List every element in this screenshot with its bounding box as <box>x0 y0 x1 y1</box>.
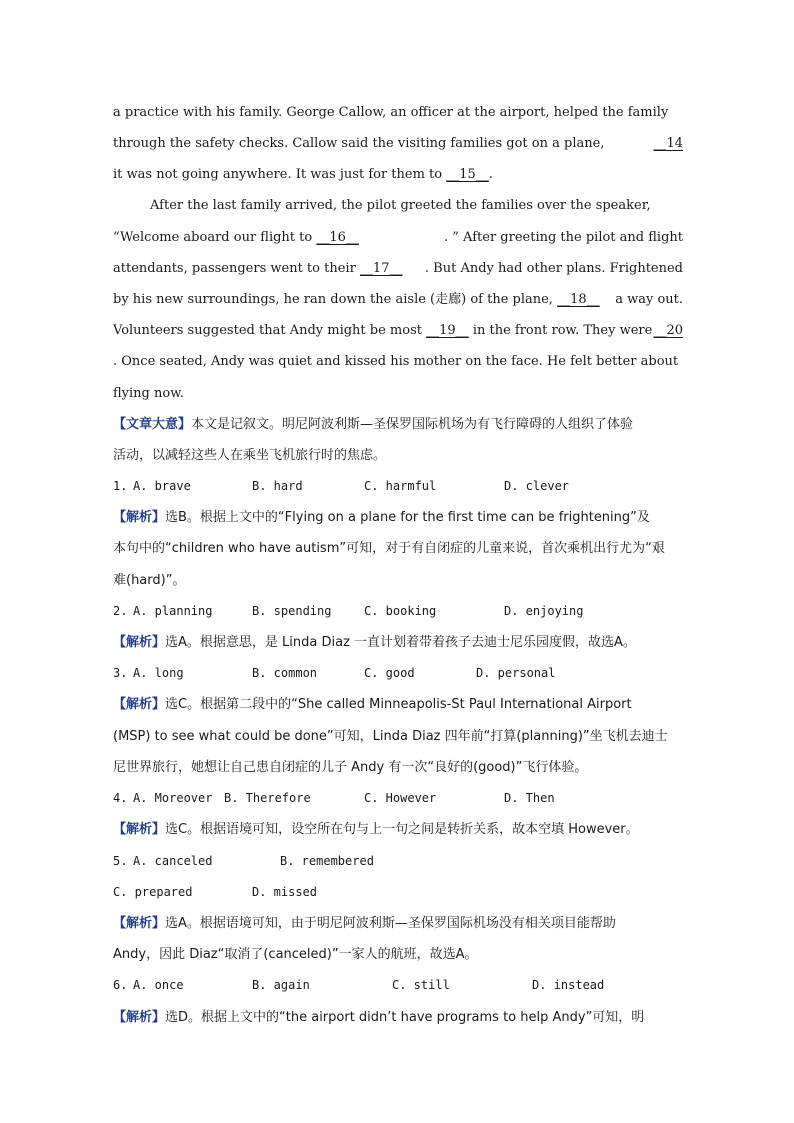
analysis-text: (MSP) to see what could be done”可知，Linda Diaz 四年前“打算(planning)”坐飞机去迪士 <box>113 729 668 744</box>
analysis-line <box>113 627 683 658</box>
passage-text: . ” After greeting the pilot and flight <box>444 230 683 245</box>
analysis-label: 【解析】 <box>113 1010 166 1025</box>
passage-text: a way out. <box>615 292 683 307</box>
option-d[interactable]: D. enjoying <box>504 604 584 618</box>
passage-text: flying now. <box>113 386 184 401</box>
passage-text: in the front row. They were <box>472 323 653 338</box>
passage-text: “Welcome aboard our flight to <box>113 230 313 245</box>
option-a[interactable]: A. planning <box>133 604 213 618</box>
passage-line <box>113 315 683 346</box>
passage-line <box>113 253 683 284</box>
blank-19[interactable]: __19__ <box>426 323 469 338</box>
option-a[interactable]: A. canceled <box>133 854 213 868</box>
question-1-options <box>113 471 683 502</box>
analysis-label: 【解析】 <box>113 635 166 650</box>
option-b[interactable]: B. remembered <box>280 854 374 868</box>
passage-line <box>113 97 683 128</box>
analysis-text: 选A。根据语境可知，由于明尼阿波利斯—圣保罗国际机场没有相关项目能帮助 <box>165 916 616 931</box>
passage-line <box>113 222 683 253</box>
option-b[interactable]: B. common <box>252 666 318 680</box>
option-c[interactable]: C. prepared <box>113 885 193 899</box>
analysis-text: 选B。根据上文中的“Flying on a plane for the first time can be frightening”及 <box>165 510 650 525</box>
option-d[interactable]: D. missed <box>252 885 318 899</box>
passage-line <box>113 128 683 159</box>
analysis-text: 选C。根据第二段中的“She called Minneapolis-St Paul International Airport <box>165 697 632 712</box>
question-6-options <box>113 970 683 1001</box>
option-c[interactable]: C. still <box>392 978 450 992</box>
question-number: 3. <box>113 666 128 680</box>
analysis-line <box>113 752 683 783</box>
analysis-line <box>113 939 683 970</box>
question-5-options-row2 <box>113 877 683 908</box>
option-a[interactable]: A. Moreover <box>133 791 213 805</box>
passage-text: Volunteers suggested that Andy might be most <box>113 323 422 338</box>
option-b[interactable]: B. Therefore <box>224 791 311 805</box>
analysis-label: 【解析】 <box>113 697 166 712</box>
passage-text: After the last family arrived, the pilot greeted the families over the speaker, <box>150 198 651 213</box>
analysis-text: 选D。根据上文中的“the airport didn’t have programs to help Andy”可知，明 <box>165 1010 645 1025</box>
analysis-line <box>113 502 683 533</box>
passage-line <box>113 346 683 377</box>
analysis-text: 选A。根据意思，是 Linda Diaz 一直计划着带着孩子去迪士尼乐园度假，故选A。 <box>165 635 636 650</box>
passage-text: attendants, passengers went to their <box>113 261 356 276</box>
question-number: 4. <box>113 791 128 805</box>
option-d[interactable]: D. personal <box>476 666 556 680</box>
passage-text: it was not going anywhere. It was just for them to <box>113 167 443 182</box>
passage-text: . But Andy had other plans. Frightened <box>424 261 683 276</box>
blank-15[interactable]: __15__ <box>446 167 489 182</box>
analysis-text: 难(hard)”。 <box>113 573 186 588</box>
option-c[interactable]: C. However <box>364 791 437 805</box>
summary-line <box>113 409 683 440</box>
analysis-text: 选C。根据语境可知，设空所在句与上一句之间是转折关系，故本空填 However。 <box>165 822 639 837</box>
option-a[interactable]: A. brave <box>133 479 191 493</box>
option-a[interactable]: A. once <box>133 978 184 992</box>
question-3-options <box>113 658 683 689</box>
option-b[interactable]: B. again <box>252 978 310 992</box>
analysis-line <box>113 814 683 845</box>
option-c[interactable]: C. booking <box>364 604 437 618</box>
option-d[interactable]: D. clever <box>504 479 570 493</box>
question-2-options <box>113 596 683 627</box>
passage-text: by his new surroundings, he ran down the aisle (走廊) of the plane, <box>113 292 553 307</box>
analysis-line <box>113 565 683 596</box>
option-b[interactable]: B. hard <box>252 479 303 493</box>
question-number: 6. <box>113 978 128 992</box>
passage-line <box>113 378 683 409</box>
passage-text: . <box>488 167 493 182</box>
question-number: 1. <box>113 479 128 493</box>
analysis-label: 【解析】 <box>113 510 166 525</box>
summary-line <box>113 440 683 471</box>
analysis-line <box>113 908 683 939</box>
blank-17[interactable]: __17__ <box>359 261 403 276</box>
analysis-text: Andy，因此 Diaz“取消了(canceled)”一家人的航班，故选A。 <box>113 947 478 962</box>
blank-18[interactable]: __18__ <box>557 292 600 307</box>
passage-line <box>113 190 683 221</box>
summary-text: 活动，以减轻这些人在乘坐飞机旅行时的焦虑。 <box>113 448 387 463</box>
summary-text: 本文是记叙文。明尼阿波利斯—圣保罗国际机场为有飞行障碍的人组织了体验 <box>191 417 634 432</box>
question-number: 5. <box>113 854 128 868</box>
analysis-label: 【解析】 <box>113 822 166 837</box>
passage-text: through the safety checks. Callow said the visiting families got on a plane, <box>113 136 605 151</box>
question-number: 2. <box>113 604 128 618</box>
blank-20[interactable]: __20 <box>653 323 683 338</box>
option-c[interactable]: C. good <box>364 666 415 680</box>
passage-line <box>113 159 683 190</box>
analysis-line <box>113 533 683 564</box>
blank-16[interactable]: __16__ <box>316 230 359 245</box>
option-d[interactable]: D. Then <box>504 791 555 805</box>
question-5-options <box>113 846 683 877</box>
passage-text: . Once seated, Andy was quiet and kissed his mother on the face. He felt better about <box>113 354 679 369</box>
analysis-line <box>113 689 683 720</box>
passage-line <box>113 284 683 315</box>
blank-14[interactable]: __14 <box>653 136 683 151</box>
option-b[interactable]: B. spending <box>252 604 332 618</box>
analysis-text: 尼世界旅行，她想让自己患自闭症的儿子 Andy 有一次“良好的(good)”飞行体验。 <box>113 760 588 775</box>
analysis-line <box>113 1002 683 1033</box>
option-d[interactable]: D. instead <box>532 978 605 992</box>
passage-text: a practice with his family. George Callow, an officer at the airport, helped the family <box>113 105 669 120</box>
analysis-label: 【解析】 <box>113 916 166 931</box>
option-a[interactable]: A. long <box>133 666 184 680</box>
summary-label: 【文章大意】 <box>113 417 192 432</box>
analysis-text: 本句中的“children who have autism”可知，对于有自闭症的儿童来说，首次乘机出行尤为“艰 <box>113 541 665 556</box>
analysis-line <box>113 721 683 752</box>
question-4-options <box>113 783 683 814</box>
option-c[interactable]: C. harmful <box>364 479 437 493</box>
